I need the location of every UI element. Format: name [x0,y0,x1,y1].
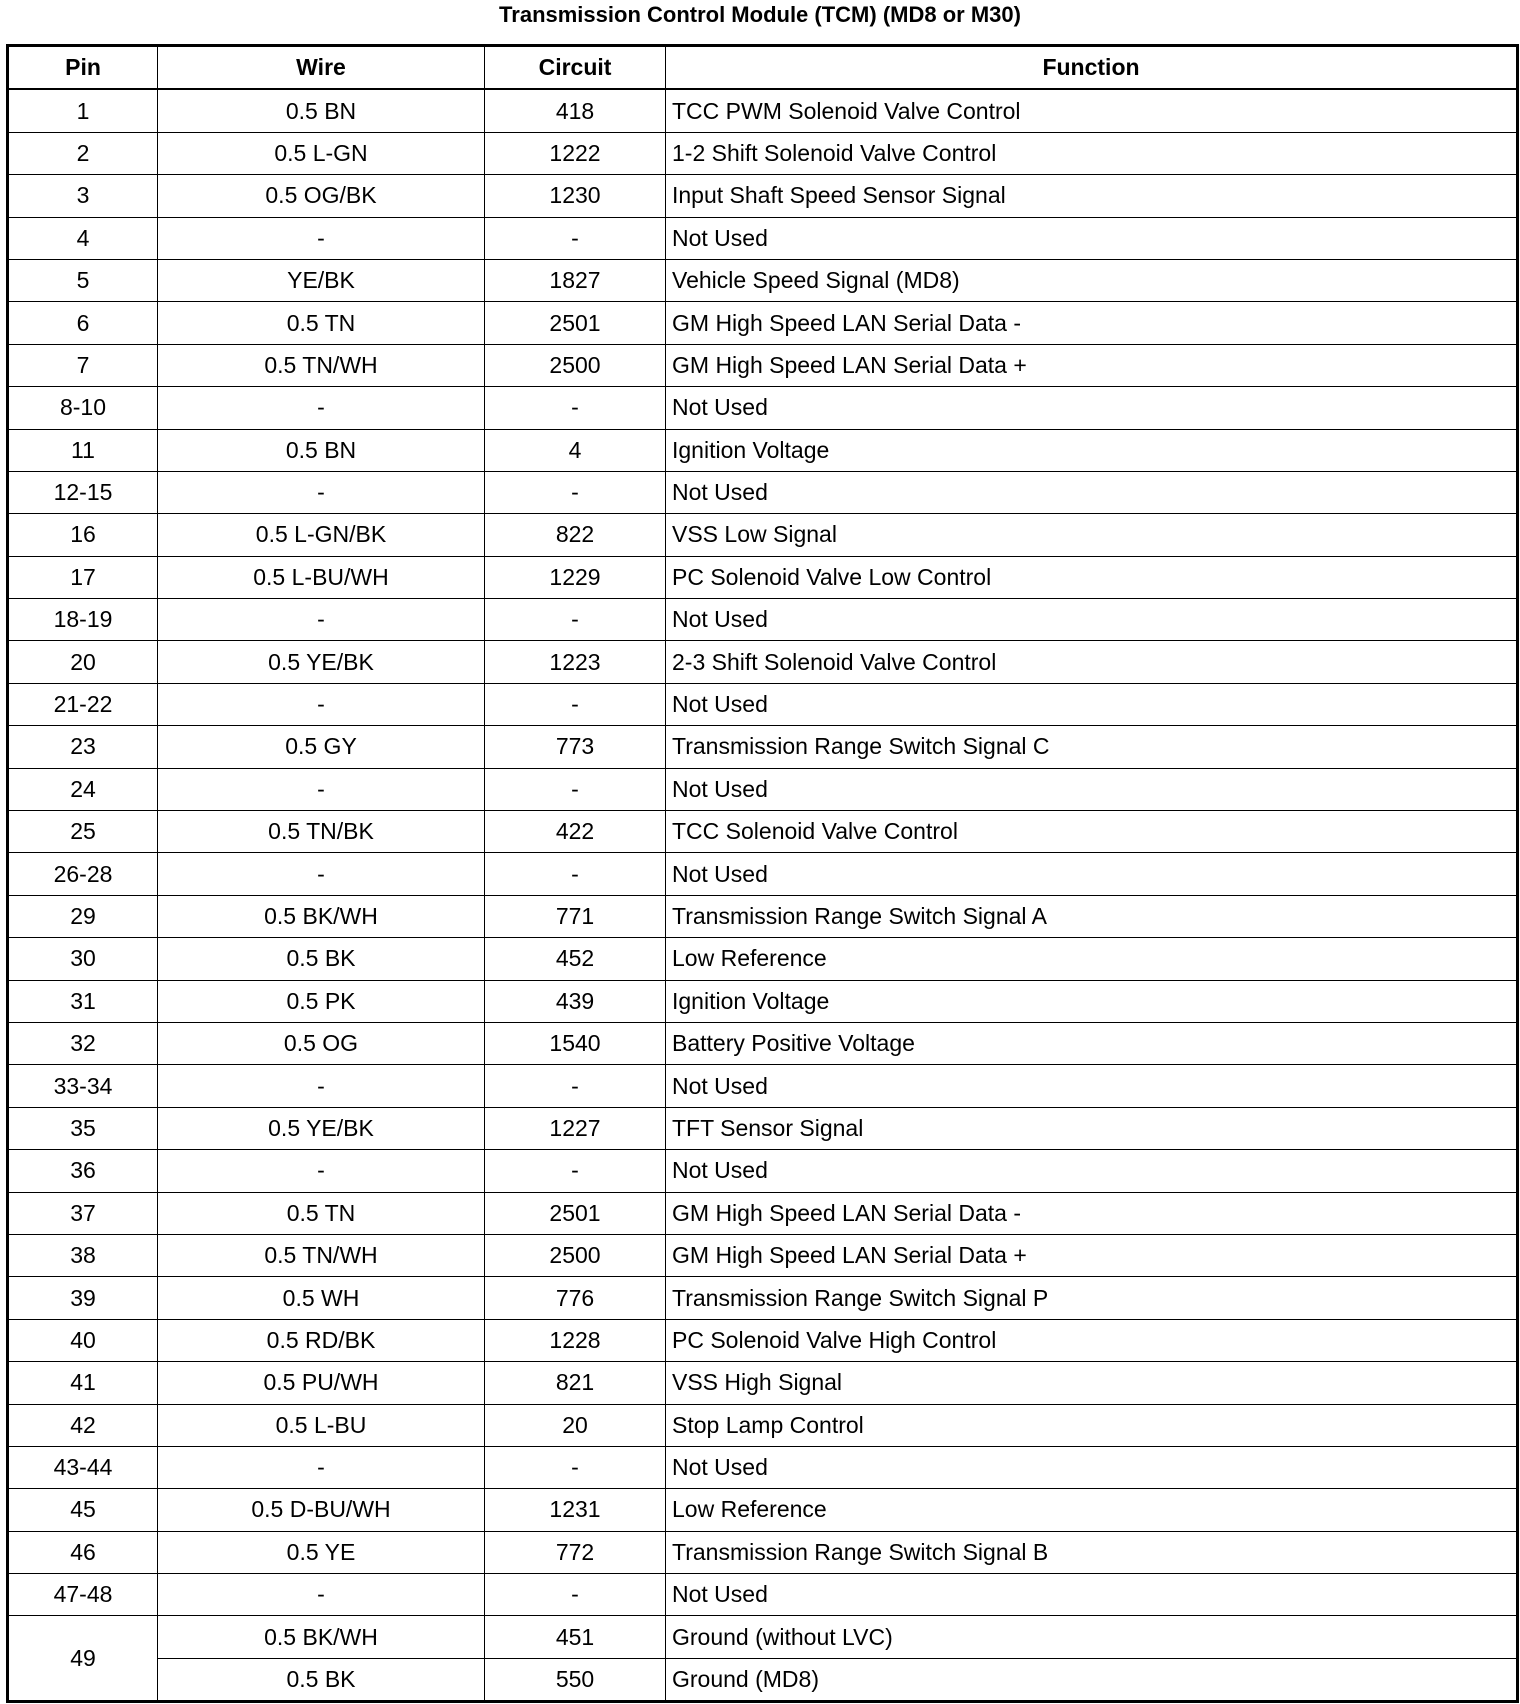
function-cell: Ignition Voltage [666,980,1518,1022]
pin-cell: 25 [8,811,158,853]
function-cell: Not Used [666,1150,1518,1192]
circuit-cell: - [485,768,666,810]
circuit-cell: 2501 [485,1192,666,1234]
pin-cell: 11 [8,429,158,471]
table-row [8,1362,1518,1404]
circuit-cell: 2501 [485,302,666,344]
function-cell: GM High Speed LAN Serial Data + [666,1234,1518,1276]
circuit-cell: 418 [485,89,666,132]
table-row [8,259,1518,301]
wire-cell: 0.5 OG [158,1022,485,1064]
table-title: Transmission Control Module (TCM) (MD8 or M30) [499,2,1021,27]
table-row [8,1192,1518,1234]
table-row [8,132,1518,174]
circuit-cell: 1827 [485,259,666,301]
pin-cell: 35 [8,1107,158,1149]
wire-cell: - [158,683,485,725]
function-cell: Transmission Range Switch Signal A [666,895,1518,937]
pin-cell: 40 [8,1319,158,1361]
pin-cell: 45 [8,1489,158,1531]
wire-cell: - [158,599,485,641]
wire-cell: 0.5 BK/WH [158,1616,485,1658]
function-cell: Low Reference [666,938,1518,980]
function-cell: Not Used [666,1446,1518,1488]
function-cell: Battery Positive Voltage [666,1022,1518,1064]
function-cell: Vehicle Speed Signal (MD8) [666,259,1518,301]
table-row [8,683,1518,725]
table-row [8,726,1518,768]
table-header [8,46,1518,90]
table-row [8,175,1518,217]
function-cell: Not Used [666,471,1518,513]
wire-cell: 0.5 L-GN [158,132,485,174]
function-cell: Transmission Range Switch Signal B [666,1531,1518,1573]
wire-cell: 0.5 TN/BK [158,811,485,853]
table-row [8,1107,1518,1149]
pin-cell: 39 [8,1277,158,1319]
column-header-wire: Wire [158,46,485,90]
table-row [8,471,1518,513]
circuit-cell: - [485,599,666,641]
wire-cell: 0.5 PU/WH [158,1362,485,1404]
wire-cell: 0.5 PK [158,980,485,1022]
pin-cell: 20 [8,641,158,683]
function-cell: VSS High Signal [666,1362,1518,1404]
table-row [8,980,1518,1022]
pin-cell: 43-44 [8,1446,158,1488]
function-cell: 2-3 Shift Solenoid Valve Control [666,641,1518,683]
pin-cell: 30 [8,938,158,980]
table-row [8,217,1518,259]
wire-cell: 0.5 BK [158,1658,485,1701]
wire-cell: 0.5 GY [158,726,485,768]
table-row [8,895,1518,937]
column-header-pin: Pin [8,46,158,90]
pin-cell: 16 [8,514,158,556]
wire-cell: 0.5 TN [158,1192,485,1234]
table-row [8,1574,1518,1616]
pin-cell: 17 [8,556,158,598]
pin-cell: 46 [8,1531,158,1573]
pin-cell: 41 [8,1362,158,1404]
wire-cell: - [158,387,485,429]
circuit-cell: 1227 [485,1107,666,1149]
pin-cell: 38 [8,1234,158,1276]
circuit-cell: 772 [485,1531,666,1573]
function-cell: GM High Speed LAN Serial Data - [666,1192,1518,1234]
pin-cell: 26-28 [8,853,158,895]
function-cell: Transmission Range Switch Signal P [666,1277,1518,1319]
wire-cell: 0.5 OG/BK [158,175,485,217]
function-cell: Not Used [666,768,1518,810]
function-cell: Not Used [666,853,1518,895]
wire-cell: 0.5 TN/WH [158,344,485,386]
wire-cell: 0.5 TN [158,302,485,344]
table-row [8,811,1518,853]
wire-cell: - [158,1150,485,1192]
function-cell: Not Used [666,683,1518,725]
table-row [8,1234,1518,1276]
table-row [8,514,1518,556]
circuit-cell: - [485,683,666,725]
table-row [8,1319,1518,1361]
pin-cell: 49 [8,1616,158,1702]
pin-cell: 24 [8,768,158,810]
wire-cell: 0.5 BK/WH [158,895,485,937]
circuit-cell: 1230 [485,175,666,217]
pin-cell: 29 [8,895,158,937]
pin-cell: 3 [8,175,158,217]
column-header-circuit: Circuit [485,46,666,90]
table-row [8,1658,1518,1701]
function-cell: GM High Speed LAN Serial Data - [666,302,1518,344]
function-cell: TCC Solenoid Valve Control [666,811,1518,853]
wire-cell: YE/BK [158,259,485,301]
pin-cell: 31 [8,980,158,1022]
function-cell: PC Solenoid Valve Low Control [666,556,1518,598]
table-row [8,302,1518,344]
table-body [8,89,1518,1701]
pin-cell: 12-15 [8,471,158,513]
function-cell: Low Reference [666,1489,1518,1531]
wire-cell: - [158,853,485,895]
function-cell: PC Solenoid Valve High Control [666,1319,1518,1361]
pin-cell: 1 [8,89,158,132]
wire-cell: 0.5 TN/WH [158,1234,485,1276]
circuit-cell: 776 [485,1277,666,1319]
circuit-cell: 1228 [485,1319,666,1361]
wire-cell: 0.5 BN [158,89,485,132]
circuit-cell: 821 [485,1362,666,1404]
column-header-function: Function [666,46,1518,90]
pin-cell: 2 [8,132,158,174]
wire-cell: - [158,1446,485,1488]
wire-cell: 0.5 D-BU/WH [158,1489,485,1531]
function-cell: Not Used [666,387,1518,429]
table-row [8,344,1518,386]
function-cell: Not Used [666,1065,1518,1107]
circuit-cell: 4 [485,429,666,471]
table-row [8,429,1518,471]
pin-cell: 5 [8,259,158,301]
circuit-cell: 773 [485,726,666,768]
function-cell: Transmission Range Switch Signal C [666,726,1518,768]
circuit-cell: - [485,217,666,259]
circuit-cell: 451 [485,1616,666,1658]
circuit-cell: 2500 [485,1234,666,1276]
function-cell: Input Shaft Speed Sensor Signal [666,175,1518,217]
circuit-cell: 20 [485,1404,666,1446]
circuit-cell: - [485,471,666,513]
pin-cell: 36 [8,1150,158,1192]
wire-cell: 0.5 L-BU/WH [158,556,485,598]
table-row [8,938,1518,980]
table-row [8,1277,1518,1319]
wire-cell: 0.5 BN [158,429,485,471]
function-cell: Stop Lamp Control [666,1404,1518,1446]
pin-cell: 21-22 [8,683,158,725]
wire-cell: - [158,1065,485,1107]
table-row [8,387,1518,429]
table-row [8,1446,1518,1488]
circuit-cell: 771 [485,895,666,937]
circuit-cell: 1231 [485,1489,666,1531]
circuit-cell: - [485,1574,666,1616]
table-row [8,1022,1518,1064]
circuit-cell: 550 [485,1658,666,1701]
pin-cell: 6 [8,302,158,344]
wire-cell: - [158,768,485,810]
pin-cell: 47-48 [8,1574,158,1616]
function-cell: Not Used [666,217,1518,259]
table-row [8,1150,1518,1192]
circuit-cell: 822 [485,514,666,556]
circuit-cell: 439 [485,980,666,1022]
function-cell: Not Used [666,1574,1518,1616]
function-cell: TFT Sensor Signal [666,1107,1518,1149]
table-row [8,1616,1518,1658]
table-row [8,89,1518,132]
table-row [8,1531,1518,1573]
function-cell: Ignition Voltage [666,429,1518,471]
pin-cell: 42 [8,1404,158,1446]
wire-cell: 0.5 YE/BK [158,1107,485,1149]
pin-cell: 37 [8,1192,158,1234]
function-cell: Not Used [666,599,1518,641]
circuit-cell: 1540 [485,1022,666,1064]
function-cell: GM High Speed LAN Serial Data + [666,344,1518,386]
table-row [8,768,1518,810]
table-row [8,1404,1518,1446]
pin-cell: 33-34 [8,1065,158,1107]
wire-cell: 0.5 WH [158,1277,485,1319]
wire-cell: - [158,1574,485,1616]
circuit-cell: 1229 [485,556,666,598]
function-cell: 1-2 Shift Solenoid Valve Control [666,132,1518,174]
function-cell: TCC PWM Solenoid Valve Control [666,89,1518,132]
circuit-cell: - [485,1065,666,1107]
pin-cell: 8-10 [8,387,158,429]
pinout-table [6,44,1519,1703]
table-row [8,641,1518,683]
function-cell: VSS Low Signal [666,514,1518,556]
pin-cell: 4 [8,217,158,259]
circuit-cell: 2500 [485,344,666,386]
table-row [8,1065,1518,1107]
circuit-cell: 452 [485,938,666,980]
wire-cell: 0.5 L-BU [158,1404,485,1446]
function-cell: Ground (MD8) [666,1658,1518,1701]
header-row [8,46,1518,90]
wire-cell: 0.5 YE [158,1531,485,1573]
function-cell: Ground (without LVC) [666,1616,1518,1658]
circuit-cell: 1222 [485,132,666,174]
circuit-cell: - [485,387,666,429]
circuit-cell: - [485,853,666,895]
pin-cell: 18-19 [8,599,158,641]
pin-cell: 23 [8,726,158,768]
table-row [8,853,1518,895]
circuit-cell: 422 [485,811,666,853]
wire-cell: - [158,471,485,513]
wire-cell: 0.5 L-GN/BK [158,514,485,556]
circuit-cell: 1223 [485,641,666,683]
wire-cell: 0.5 YE/BK [158,641,485,683]
pin-cell: 32 [8,1022,158,1064]
circuit-cell: - [485,1446,666,1488]
circuit-cell: - [485,1150,666,1192]
wire-cell: 0.5 RD/BK [158,1319,485,1361]
pin-cell: 7 [8,344,158,386]
table-row [8,556,1518,598]
table-row [8,1489,1518,1531]
wire-cell: - [158,217,485,259]
table-row [8,599,1518,641]
wire-cell: 0.5 BK [158,938,485,980]
